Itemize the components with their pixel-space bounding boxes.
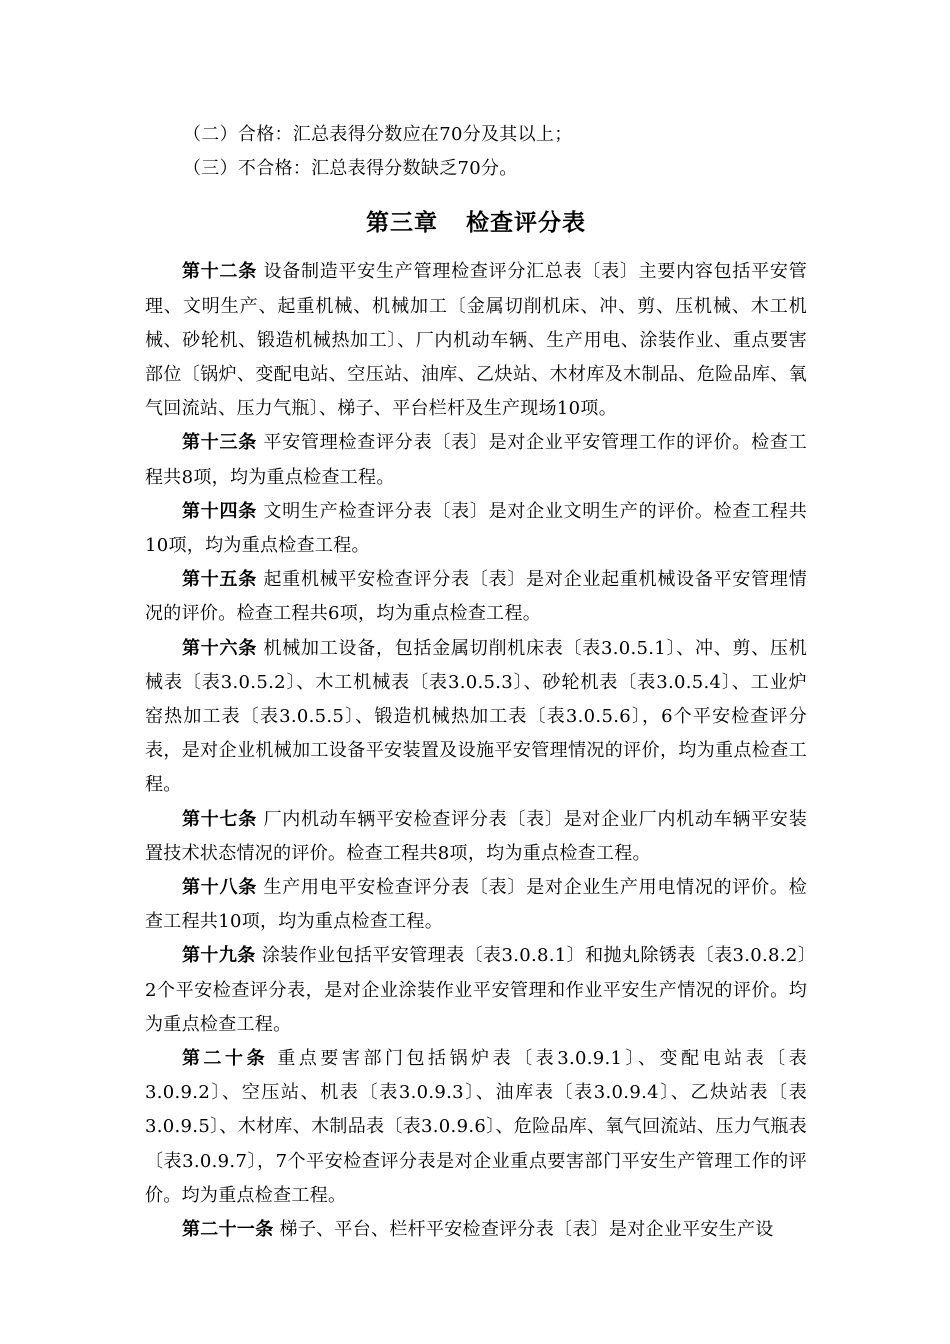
article-text: 梯子、平台、栏杆平安检查评分表〔表〕是对企业平安生产设 [279, 1219, 774, 1241]
article-text: 平安管理检查评分表〔表〕是对企业平安管理工作的评价。检查工程共8项，均为重点检查工程。 [145, 432, 807, 488]
article-number: 第十九条 [182, 945, 256, 967]
article-18 [145, 871, 807, 939]
article-text: 厂内机动车辆平安检查评分表〔表〕是对企业厂内机动车辆平安装置技术状态情况的评价。检查工程共8项，均为重点检查工程。 [145, 808, 807, 864]
article-14 [145, 495, 807, 563]
page-content [145, 118, 807, 1247]
article-text: 起重机械平安检查评分表〔表〕是对企业起重机械设备平安管理情况的评价。检查工程共6项，均为重点检查工程。 [145, 569, 807, 625]
article-text: 重点要害部门包括锅炉表〔表3.0.9.1〕、变配电站表〔表3.0.9.2〕、空压站、机表〔表3.0.9.3〕、油库表〔表3.0.9.4〕、乙炔站表〔表3.0.9.5〕、木材库、木制品表〔表3.0.9.6〕、危险品库、氧气回流站、压力气瓶表〔表3.0.9.7〕，7个平安检查评分表是对企业重点要害部门平安生产管理工作的评价。均为重点检查工程。 [145, 1048, 807, 1206]
chapter-title [145, 206, 807, 240]
chapter-name: 检查评分表 [466, 209, 586, 237]
article-number: 第十八条 [182, 877, 258, 899]
article-13 [145, 426, 807, 494]
article-text: 设备制造平安生产管理检查评分汇总表〔表〕主要内容包括平安管理、文明生产、起重机械、机械加工〔金属切削机床、冲、剪、压机械、木工机械、砂轮机、锻造机械热加工〕、厂内机动车辆、生产用电、涂装作业、重点要害部位〔锅炉、变配电站、空压站、油库、乙炔站、木材库及木制品、危险品库、氧气回流站、压力气瓶〕、梯子、平台栏杆及生产现场10项。 [145, 261, 807, 420]
article-number: 第十五条 [182, 569, 258, 591]
article-text: 涂装作业包括平安管理表〔表3.0.8.1〕和抛丸除锈表〔表3.0.8.2〕2个平安检查评分表，是对企业涂装作业平安管理和作业平安生产情况的评价。均为重点检查工程。 [145, 945, 807, 1035]
unqualified-criterion: （三）不合格：汇总表得分数缺乏70分。 [183, 158, 518, 180]
article-number: 第十四条 [182, 500, 258, 522]
article-16 [145, 632, 807, 803]
article-text: 生产用电平安检查评分表〔表〕是对企业生产用电情况的评价。检查工程共10项，均为重点检查工程。 [145, 877, 807, 933]
qualified-criterion: （二）合格：汇总表得分数应在70分及其以上； [183, 124, 573, 145]
article-20 [145, 1042, 807, 1213]
article-number: 第十六条 [182, 637, 257, 659]
article-text: 文明生产检查评分表〔表〕是对企业文明生产的评价。检查工程共10项，均为重点检查工程。 [145, 500, 807, 557]
article-number: 第二十一条 [182, 1219, 274, 1241]
article-17 [145, 803, 807, 871]
article-number: 第十七条 [182, 808, 258, 830]
article-19 [145, 939, 807, 1042]
article-text: 机械加工设备，包括金属切削机床表〔表3.0.5.1〕、冲、剪、压机械表〔表3.0.5.2〕、木工机械表〔表3.0.5.3〕、砂轮机表〔表3.0.5.4〕、工业炉窑热加工表〔表3.0.5.5〕、锻造机械热加工表〔表3.0.5.6〕，6个平安检查评分表，是对企业机械加工设备平安装置及设施平安管理情况的评价，均为重点检查工程。 [145, 637, 808, 796]
article-number: 第十二条 [182, 261, 258, 283]
article-21 [145, 1213, 807, 1247]
chapter-number: 第三章 [366, 209, 438, 237]
article-number: 第二十条 [182, 1048, 269, 1070]
article-15 [145, 563, 807, 631]
article-number: 第十三条 [182, 432, 258, 454]
article-12 [145, 255, 807, 426]
